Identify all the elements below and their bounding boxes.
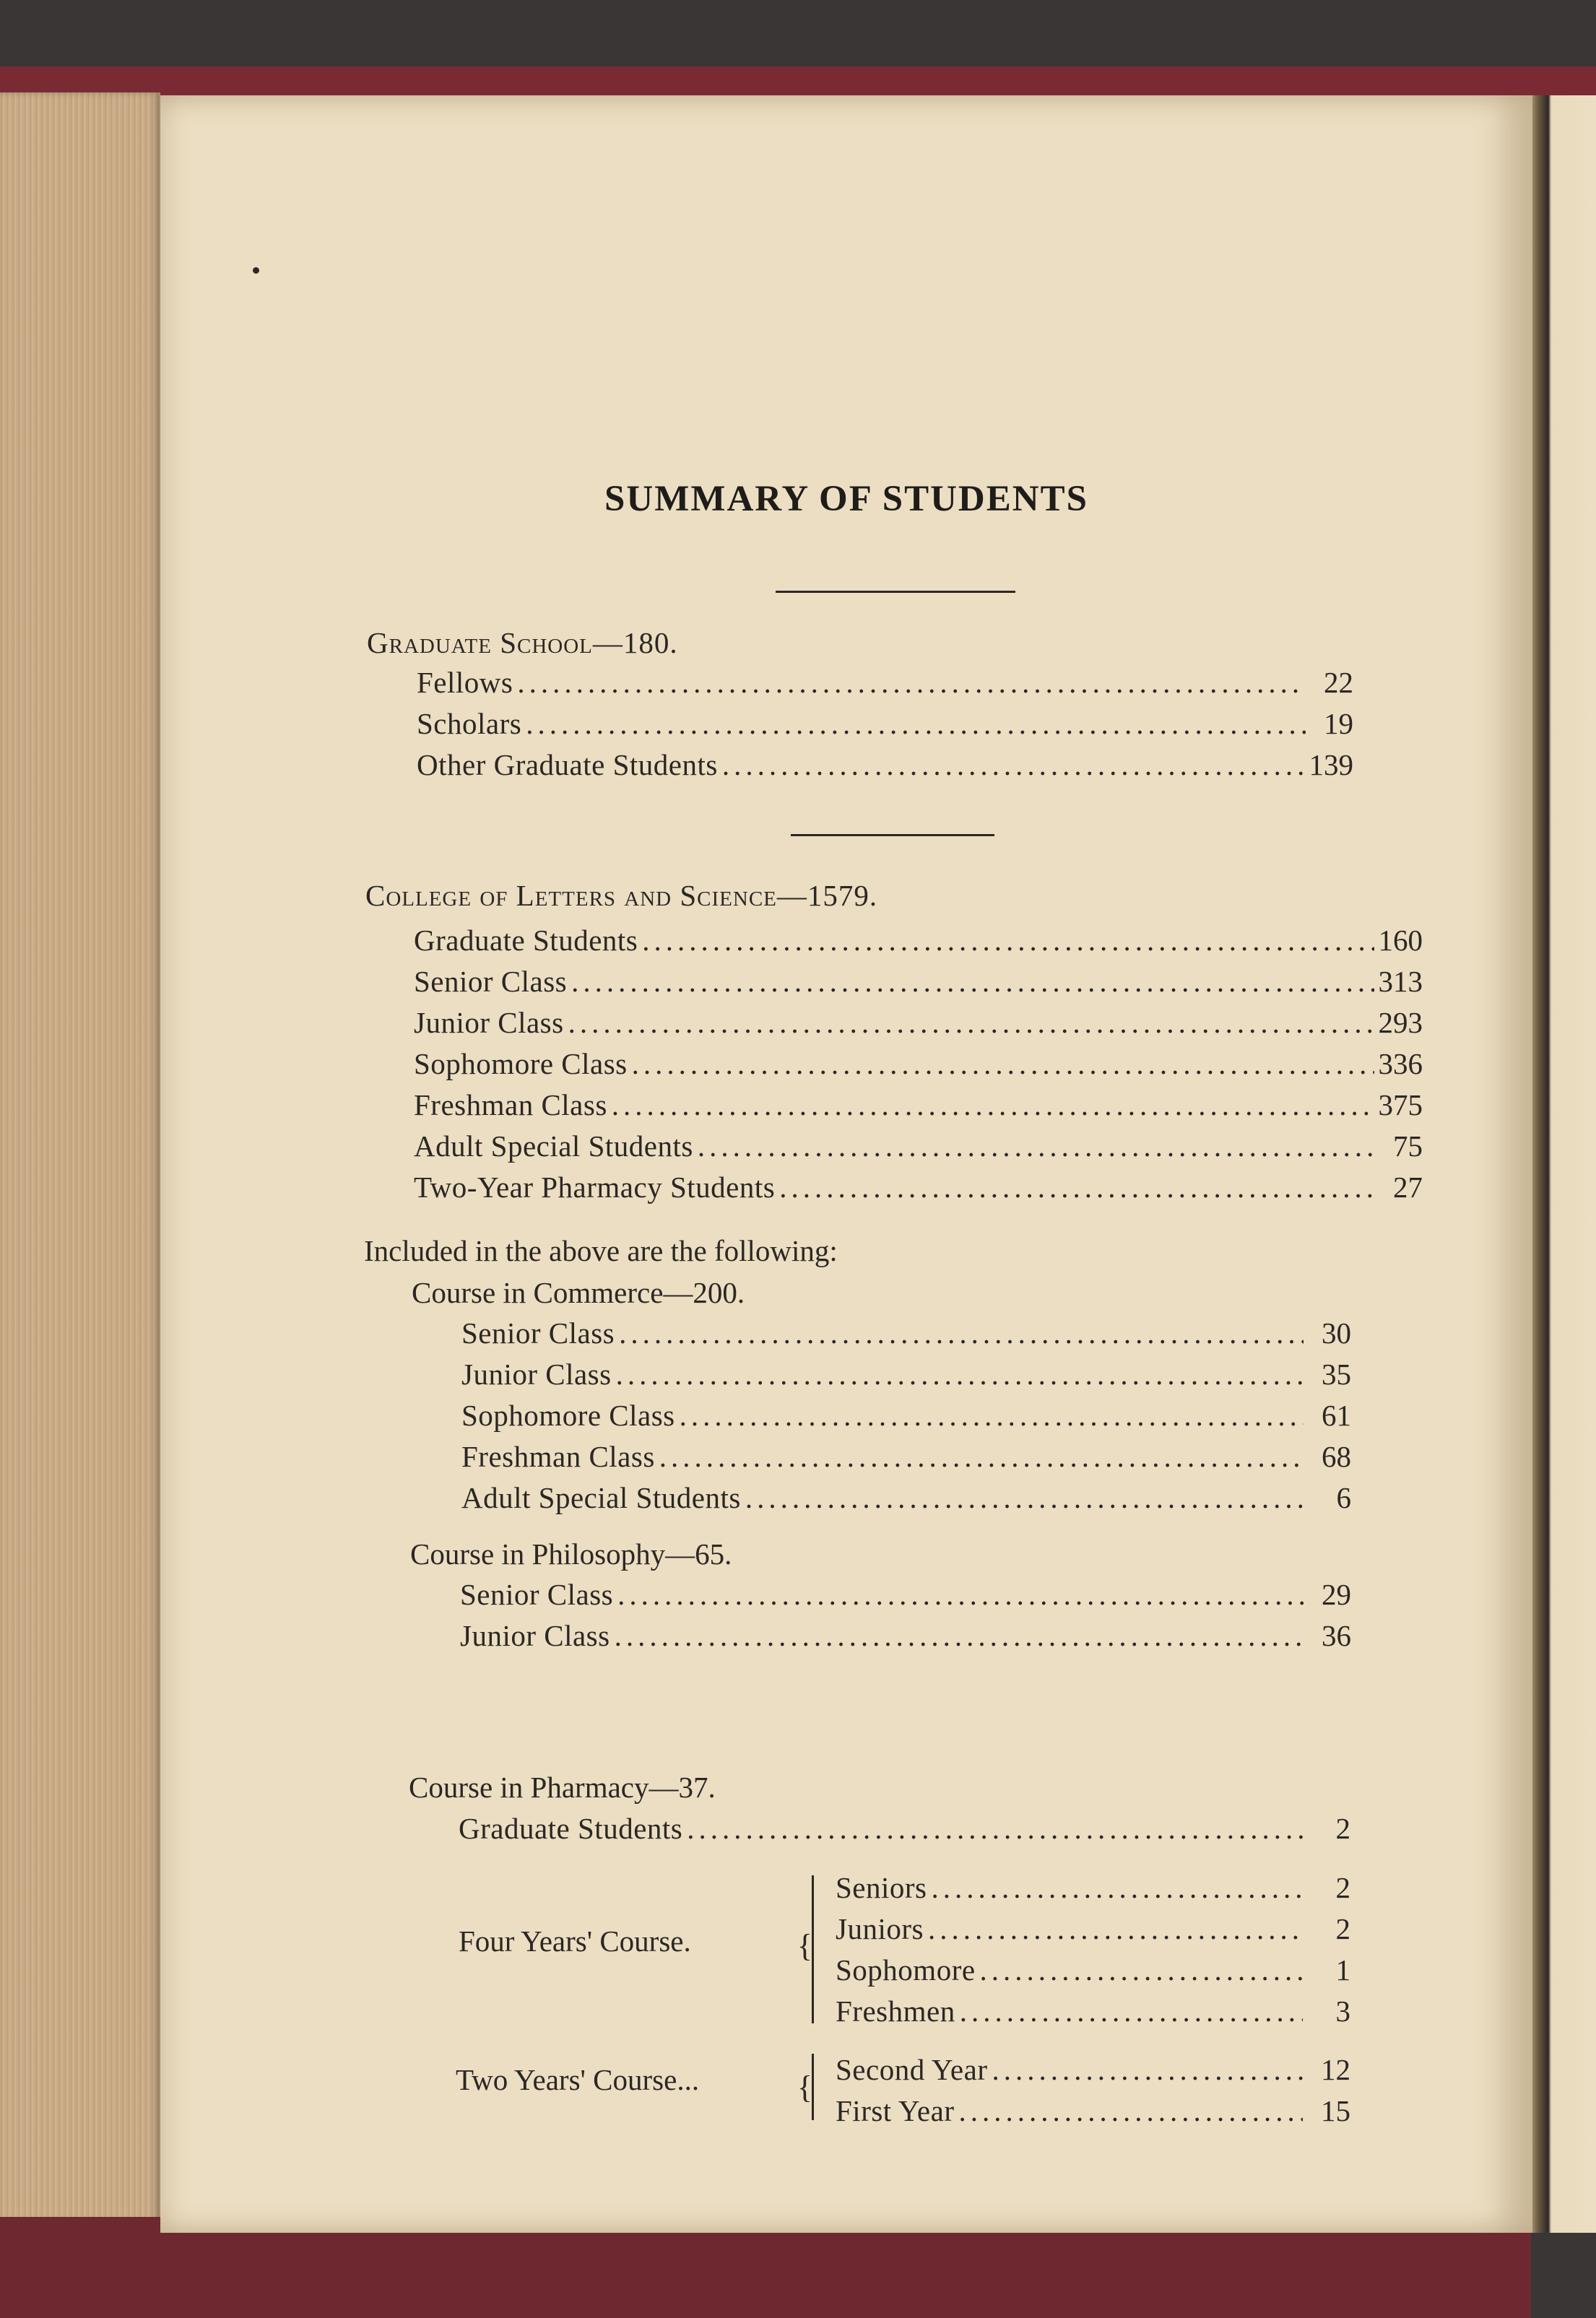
row-value: 336 — [1378, 1047, 1423, 1080]
row-value: 15 — [1321, 2094, 1350, 2127]
table-row — [414, 1008, 1423, 1038]
table-row — [836, 2055, 1350, 2085]
table-row — [417, 750, 1353, 780]
row-label: Senior Class — [414, 965, 568, 998]
row-value: 313 — [1378, 965, 1423, 998]
pharmacy-heading: Course in Pharmacy—37. — [409, 1771, 716, 1804]
row-label: Senior Class — [461, 1316, 615, 1350]
row-value: 6 — [1336, 1481, 1351, 1514]
row-label: Second Year — [836, 2053, 988, 2086]
table-row — [836, 1873, 1350, 1903]
table-row — [461, 1360, 1351, 1389]
row-value: 12 — [1321, 2053, 1350, 2086]
college-heading: College of Letters and Science—1579. — [365, 879, 878, 912]
row-value: 139 — [1309, 748, 1353, 781]
table-row — [836, 1914, 1350, 1944]
table-row — [836, 1955, 1350, 1985]
row-label: Seniors — [836, 1871, 927, 1904]
four-year-course-label: Four Years' Course. — [459, 1924, 691, 1958]
row-label: Sophomore Class — [461, 1399, 675, 1432]
row-label: Graduate Students — [414, 924, 638, 957]
section-rule — [791, 834, 994, 836]
row-label: Other Graduate Students — [417, 748, 718, 781]
title-rule — [776, 591, 1015, 593]
page-title: SUMMARY OF STUDENTS — [604, 479, 1088, 519]
row-value: 2 — [1335, 1912, 1350, 1945]
table-row — [836, 2096, 1350, 2126]
row-label: Adult Special Students — [461, 1481, 741, 1514]
row-label: Two-Year Pharmacy Students — [414, 1171, 776, 1204]
row-value: 19 — [1324, 707, 1353, 740]
row-label: Graduate Students — [459, 1812, 683, 1845]
table-row — [414, 1129, 1423, 1163]
table-row — [417, 709, 1353, 739]
row-value: 2 — [1335, 1871, 1350, 1904]
row-value: 3 — [1335, 1994, 1350, 2028]
row-label: Sophomore Class — [414, 1047, 628, 1080]
row-value: 22 — [1324, 666, 1353, 699]
table-row — [461, 1483, 1351, 1513]
row-label: First Year — [836, 2094, 955, 2127]
table-row — [836, 1994, 1350, 2028]
row-label: Freshman Class — [414, 1088, 607, 1121]
row-value: 1 — [1335, 1953, 1350, 1987]
page-edges — [0, 92, 160, 2230]
row-value: 35 — [1322, 1358, 1351, 1391]
row-value: 36 — [1322, 1619, 1351, 1652]
commerce-heading: Course in Commerce—200. — [412, 1276, 745, 1309]
row-label: Freshmen — [836, 1994, 955, 2028]
table-row — [461, 1442, 1351, 1472]
ink-speck — [253, 267, 259, 274]
two-year-brace-point: { — [797, 2070, 813, 2105]
table-row — [417, 668, 1353, 698]
row-label: Fellows — [417, 666, 513, 699]
table-row — [414, 1049, 1423, 1079]
table-row — [459, 1814, 1350, 1844]
row-value: 61 — [1322, 1399, 1351, 1432]
table-row — [461, 1316, 1351, 1350]
row-value: 293 — [1378, 1006, 1423, 1039]
row-label: Adult Special Students — [414, 1129, 693, 1163]
row-label: Junior Class — [414, 1006, 564, 1039]
row-label: Junior Class — [461, 1358, 612, 1391]
table-row — [414, 967, 1423, 997]
row-value: 68 — [1322, 1440, 1351, 1473]
row-value: 375 — [1378, 1088, 1423, 1121]
row-label: Junior Class — [460, 1619, 610, 1652]
graduate-school-heading: Graduate School—180. — [367, 626, 678, 659]
row-value: 29 — [1322, 1578, 1351, 1611]
included-note: Included in the above are the following: — [364, 1234, 838, 1267]
book-page — [160, 95, 1532, 2233]
table-row — [414, 926, 1423, 955]
row-value: 160 — [1378, 924, 1423, 957]
table-row — [460, 1621, 1351, 1651]
row-value: 27 — [1393, 1171, 1423, 1204]
philosophy-heading: Course in Philosophy—65. — [410, 1537, 732, 1571]
row-label: Freshman Class — [461, 1440, 655, 1473]
book-gutter — [1532, 95, 1596, 2233]
row-label: Sophomore — [836, 1953, 976, 1987]
row-label: Senior Class — [460, 1578, 614, 1611]
two-year-course-label: Two Years' Course... — [456, 2063, 700, 2096]
table-row — [460, 1580, 1351, 1610]
row-label: Scholars — [417, 707, 522, 740]
table-row — [414, 1090, 1423, 1120]
row-value: 75 — [1393, 1129, 1423, 1163]
four-year-brace-point: { — [797, 1928, 813, 1963]
row-value: 30 — [1322, 1316, 1351, 1350]
row-label: Juniors — [836, 1912, 924, 1945]
row-value: 2 — [1335, 1812, 1350, 1845]
table-row — [414, 1173, 1423, 1202]
table-row — [461, 1401, 1351, 1431]
